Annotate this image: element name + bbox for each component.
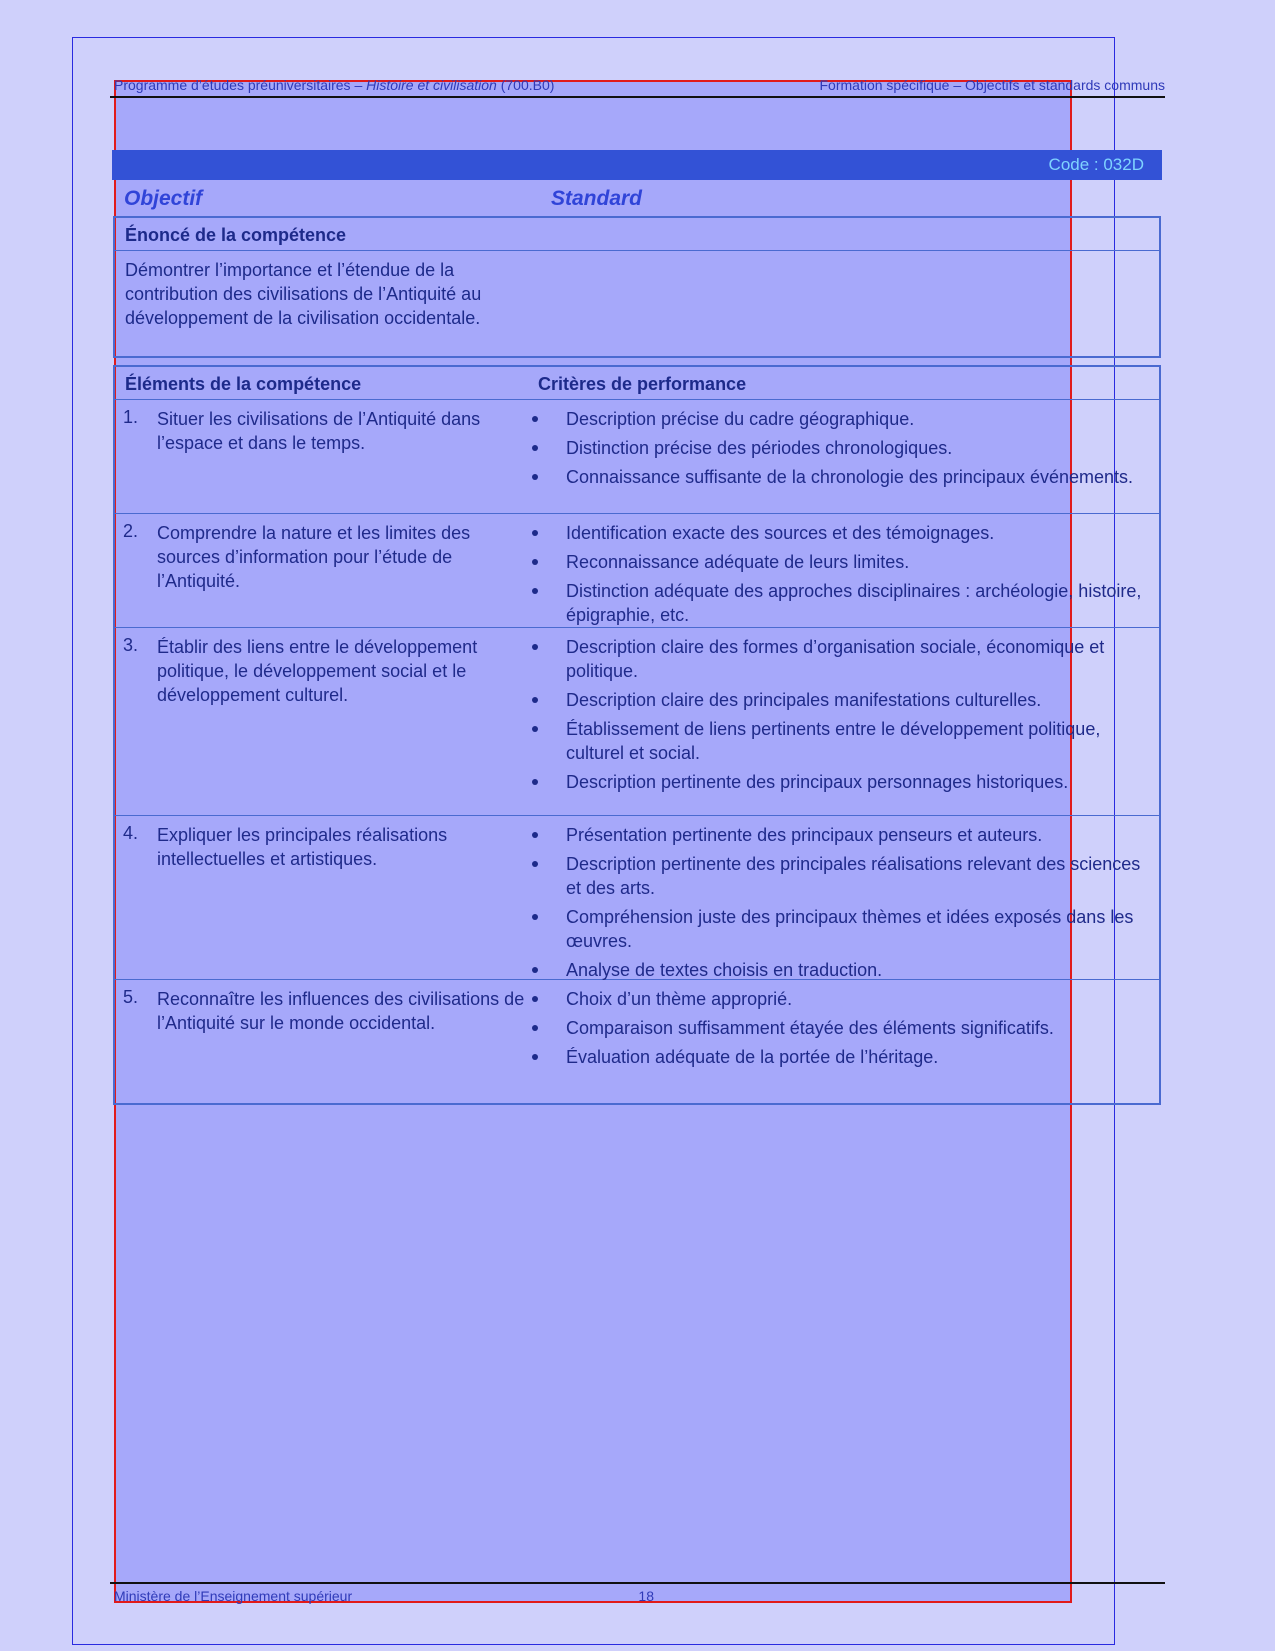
bullet-icon: [532, 996, 538, 1002]
enonce-heading: Énoncé de la compétence: [125, 225, 347, 245]
criterion-text: Analyse de textes choisis en traduction.: [566, 960, 883, 980]
criteria-list: [530, 635, 1150, 799]
bullet-icon: [532, 530, 538, 536]
elements-heading-row: [115, 367, 1159, 400]
element-text: Expliquer les principales réalisations intellectuelles et artistiques.: [157, 825, 448, 869]
criterion-item: [530, 1016, 1150, 1040]
criterion-item: [530, 635, 1150, 683]
criterion-text: Connaissance suffisante de la chronologie des principaux événements.: [566, 467, 1134, 487]
element-row: [115, 399, 1159, 514]
bullet-icon: [532, 474, 538, 480]
bullet-icon: [532, 1054, 538, 1060]
column-titles: [124, 187, 1154, 213]
criterion-item: [530, 987, 1150, 1011]
criterion-item: [530, 688, 1150, 712]
criterion-item: [530, 717, 1150, 765]
criteria-list: [530, 987, 1150, 1074]
running-footer: [114, 1588, 654, 1604]
criterion-item: [530, 465, 1150, 489]
element-number: 3.: [123, 635, 139, 655]
bullet-icon: [532, 861, 538, 867]
criteria-list: [530, 407, 1150, 494]
criterion-text: Compréhension juste des principaux thèmes et idées exposés dans les œuvres.: [566, 907, 1134, 951]
criterion-text: Distinction adéquate des approches disciplinaires : archéologie, histoire, épigraphie, etc.: [566, 581, 1142, 625]
element-number: 1.: [123, 407, 139, 427]
bullet-icon: [532, 697, 538, 703]
bullet-icon: [532, 644, 538, 650]
enonce-text: Démontrer l’importance et l’étendue de la contribution des civilisations de l’Antiquité au développement de la civilisation occidentale.: [125, 260, 482, 328]
element-text: Comprendre la nature et les limites des sources d’information pour l’étude de l’Antiquité.: [157, 523, 471, 591]
footer-page-number: 18: [638, 1588, 654, 1604]
bullet-icon: [532, 779, 538, 785]
element-text: Établir des liens entre le développement politique, le développement social et le développement culturel.: [157, 637, 478, 705]
criterion-item: [530, 579, 1150, 627]
criterion-item: [530, 852, 1150, 900]
criterion-text: Évaluation adéquate de la portée de l’héritage.: [566, 1047, 939, 1067]
criterion-text: Présentation pertinente des principaux penseurs et auteurs.: [566, 825, 1043, 845]
element-number: 5.: [123, 987, 139, 1007]
criterion-item: [530, 1045, 1150, 1069]
enonce-heading-row: [115, 218, 1159, 251]
running-header-right: Formation spécifique – Objectifs et standards communs: [819, 77, 1165, 93]
element-text: Situer les civilisations de l’Antiquité dans l’espace et dans le temps.: [157, 409, 481, 453]
bullet-icon: [532, 588, 538, 594]
bullet-icon: [532, 559, 538, 565]
criterion-text: Distinction précise des périodes chronologiques.: [566, 438, 953, 458]
header-rule: [110, 96, 1165, 98]
element-number: 2.: [123, 521, 139, 541]
element-row: [115, 627, 1159, 816]
bullet-icon: [532, 967, 538, 973]
criterion-item: [530, 823, 1150, 847]
bullet-icon: [532, 726, 538, 732]
enonce-box: [113, 216, 1161, 358]
elements-box: [113, 365, 1161, 1105]
footer-rule: [110, 1582, 1165, 1584]
standard-title: Standard: [551, 187, 643, 210]
bullet-icon: [532, 832, 538, 838]
element-row: [115, 513, 1159, 628]
objective-title: Objectif: [124, 187, 203, 210]
criterion-text: Identification exacte des sources et des témoignages.: [566, 523, 995, 543]
element-number: 4.: [123, 823, 139, 843]
bullet-icon: [532, 445, 538, 451]
criterion-item: [530, 550, 1150, 574]
code-label: Code : 032D: [1048, 155, 1144, 174]
footer-ministry: Ministère de l’Enseignement supérieur: [114, 1588, 353, 1604]
code-bar: [112, 150, 1162, 180]
criterion-text: Comparaison suffisamment étayée des éléments significatifs.: [566, 1018, 1054, 1038]
bullet-icon: [532, 1025, 538, 1031]
criterion-item: [530, 407, 1150, 431]
criteria-heading: Critères de performance: [538, 374, 747, 394]
criterion-text: Reconnaissance adéquate de leurs limites.: [566, 552, 910, 572]
elements-heading: Éléments de la compétence: [125, 374, 362, 394]
criterion-text: Choix d’un thème approprié.: [566, 989, 793, 1009]
running-header: [114, 77, 1165, 93]
element-row: [115, 979, 1159, 1071]
element-row: [115, 815, 1159, 980]
element-text: Reconnaître les influences des civilisations de l’Antiquité sur le monde occidental.: [157, 989, 525, 1033]
program-name: Histoire et civilisation: [366, 77, 497, 93]
criteria-list: [530, 521, 1150, 632]
criterion-text: Description claire des principales manifestations culturelles.: [566, 690, 1042, 710]
bullet-icon: [532, 914, 538, 920]
criterion-item: [530, 770, 1150, 794]
bullet-icon: [532, 416, 538, 422]
criterion-item: [530, 905, 1150, 953]
criterion-text: Établissement de liens pertinents entre le développement politique, culturel et social.: [566, 719, 1101, 763]
criterion-item: [530, 521, 1150, 545]
criterion-item: [530, 436, 1150, 460]
running-header-left: Programme d’études préuniversitaires – Histoire et civilisation (700.B0): [114, 77, 555, 93]
criterion-text: Description pertinente des principales réalisations relevant des sciences et des arts.: [566, 854, 1141, 898]
criterion-text: Description pertinente des principaux personnages historiques.: [566, 772, 1069, 792]
criteria-list: [530, 823, 1150, 987]
criterion-text: Description claire des formes d’organisation sociale, économique et politique.: [566, 637, 1105, 681]
criterion-text: Description précise du cadre géographique.: [566, 409, 915, 429]
